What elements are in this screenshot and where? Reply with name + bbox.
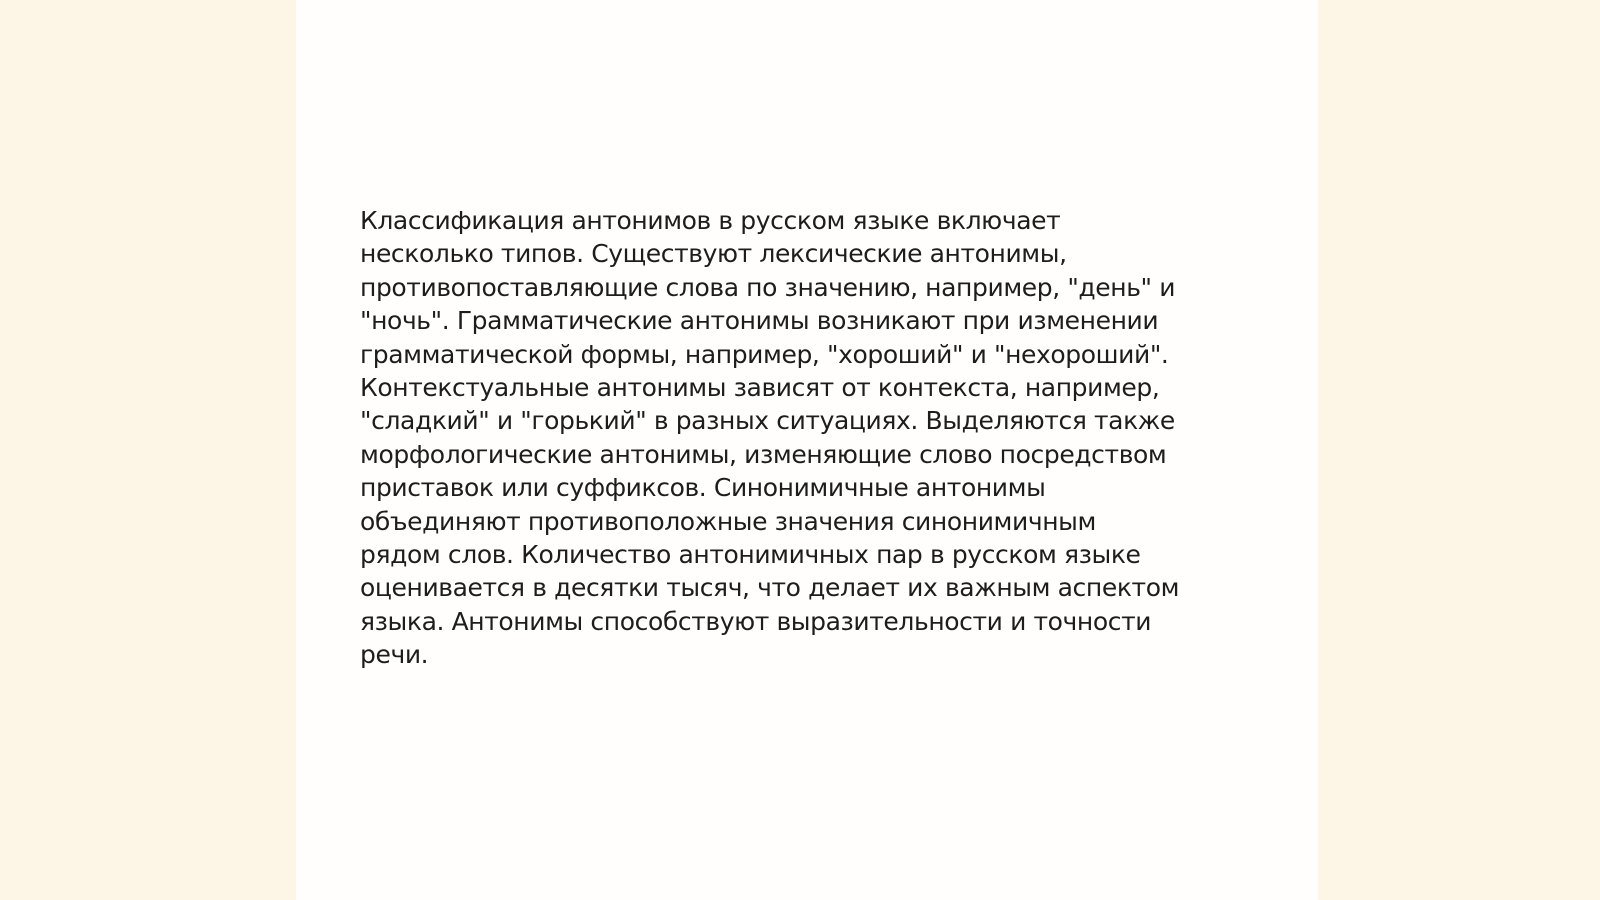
slide-body-text: Классификация антонимов в русском языке включает несколько типов. Существуют лексические антонимы, противопоставляющие слова по значению, например, "день" и "ночь". Грамматические антонимы возникают при изменении грамматической формы, например, "хороший" и "нехороший". Контекстуальные антонимы зависят от контекста, например, "сладкий" и "горький" в разных ситуациях. Выделяются также морфологические антонимы, изменяющие слово посредством приставок или суффиксов. Синонимичные антонимы объединяют противоположные значения синонимичным рядом слов. Количество антонимичных пар в русском языке оценивается в десятки тысяч, что делает их важным аспектом языка. Антонимы способствуют выразительности и точности речи. [360,206,1180,670]
slide [296,0,1318,900]
